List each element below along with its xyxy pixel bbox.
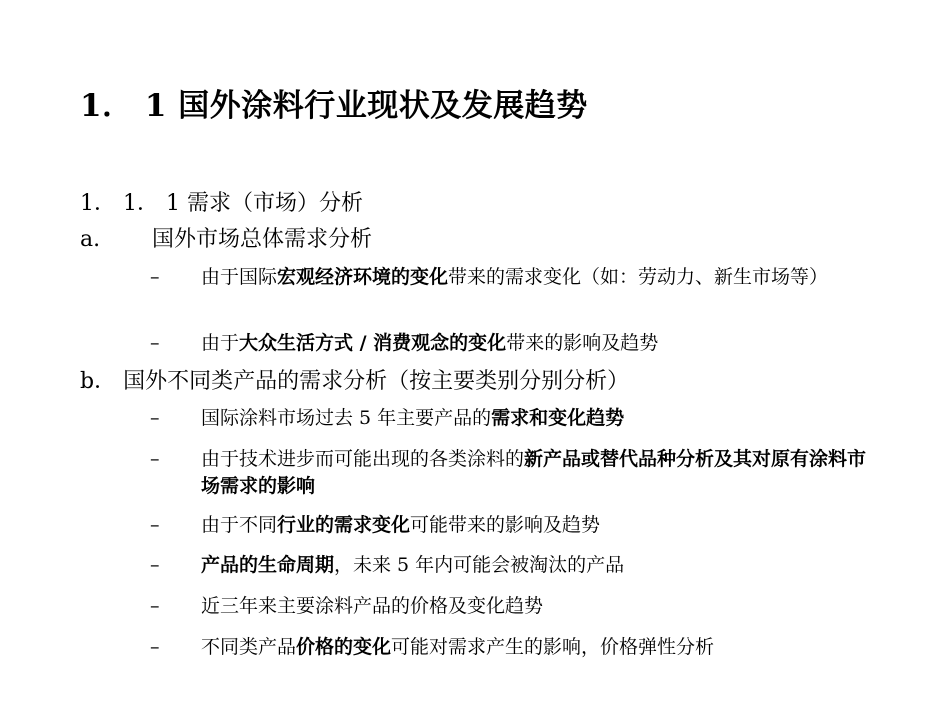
text-segment: 可能带来的影响及趋势: [410, 514, 601, 536]
list-item-text: [201, 405, 870, 432]
emphasis-text: 需求和变化趋势: [491, 407, 625, 429]
dash-bullet: –: [150, 554, 160, 576]
text-segment: 带来的影响及趋势: [506, 332, 659, 354]
text-segment: 由于技术进步而可能出现的各类涂料的: [201, 448, 525, 470]
section-a-heading: [80, 222, 372, 253]
emphasis-text: 新产品或替代品种分析及其对原有涂料市场需求的影响: [201, 448, 867, 497]
text-segment: 带来的需求变化（如：劳动力、新生市场等）: [448, 266, 829, 288]
dash-bullet: –: [150, 332, 160, 354]
list-item-text: [201, 264, 870, 291]
list-item: [150, 593, 870, 620]
dash-bullet: –: [150, 595, 160, 617]
list-item-text: [201, 330, 870, 357]
emphasis-text: 行业的需求变化: [277, 514, 411, 536]
emphasis-text: 产品的生命周期: [201, 554, 335, 576]
text-segment: 由于: [201, 332, 240, 354]
emphasis-text: 价格的变化: [296, 636, 392, 658]
text-segment: 由于不同: [201, 514, 278, 536]
dash-bullet: –: [150, 636, 160, 658]
dash-bullet: –: [150, 266, 160, 288]
text-segment: 不同类产品: [201, 636, 297, 658]
text-segment: 国际涂料市场过去 5 年主要产品的: [201, 407, 492, 429]
dash-bullet: –: [150, 407, 160, 429]
text-segment: 近三年来主要涂料产品的价格及变化趋势: [201, 595, 544, 617]
list-item: [150, 264, 870, 291]
list-item: [150, 512, 870, 539]
text-segment: 由于国际: [201, 266, 278, 288]
list-item-text: [201, 593, 870, 620]
section-a-label: 国外市场总体需求分析: [152, 227, 373, 252]
dash-bullet: –: [150, 448, 160, 470]
slide-title: 1． 1 国外涂料行业现状及发展趋势: [80, 88, 588, 124]
section-b-heading: b． 国外不同类产品的需求分析（按主要类别分别分析）: [80, 369, 630, 394]
text-segment: ，未来 5 年内可能会被淘汰的产品: [334, 554, 625, 576]
subsection-heading: 1． 1． 1 需求（市场）分析: [80, 191, 363, 216]
section-a-marker: a.: [80, 227, 101, 252]
text-segment: 可能对需求产生的影响，价格弹性分析: [391, 636, 715, 658]
list-item-text: [201, 552, 870, 579]
list-item-text: [201, 512, 870, 539]
list-item-text: [201, 634, 870, 661]
dash-bullet: –: [150, 514, 160, 536]
emphasis-text: 大众生活方式 / 消费观念的变化: [239, 332, 507, 354]
list-item: [150, 330, 870, 357]
list-item-text: [201, 446, 870, 500]
list-item: [150, 405, 870, 432]
list-item: [150, 634, 870, 661]
list-item: [150, 446, 870, 500]
list-item: [150, 552, 870, 579]
emphasis-text: 宏观经济环境的变化: [277, 266, 449, 288]
